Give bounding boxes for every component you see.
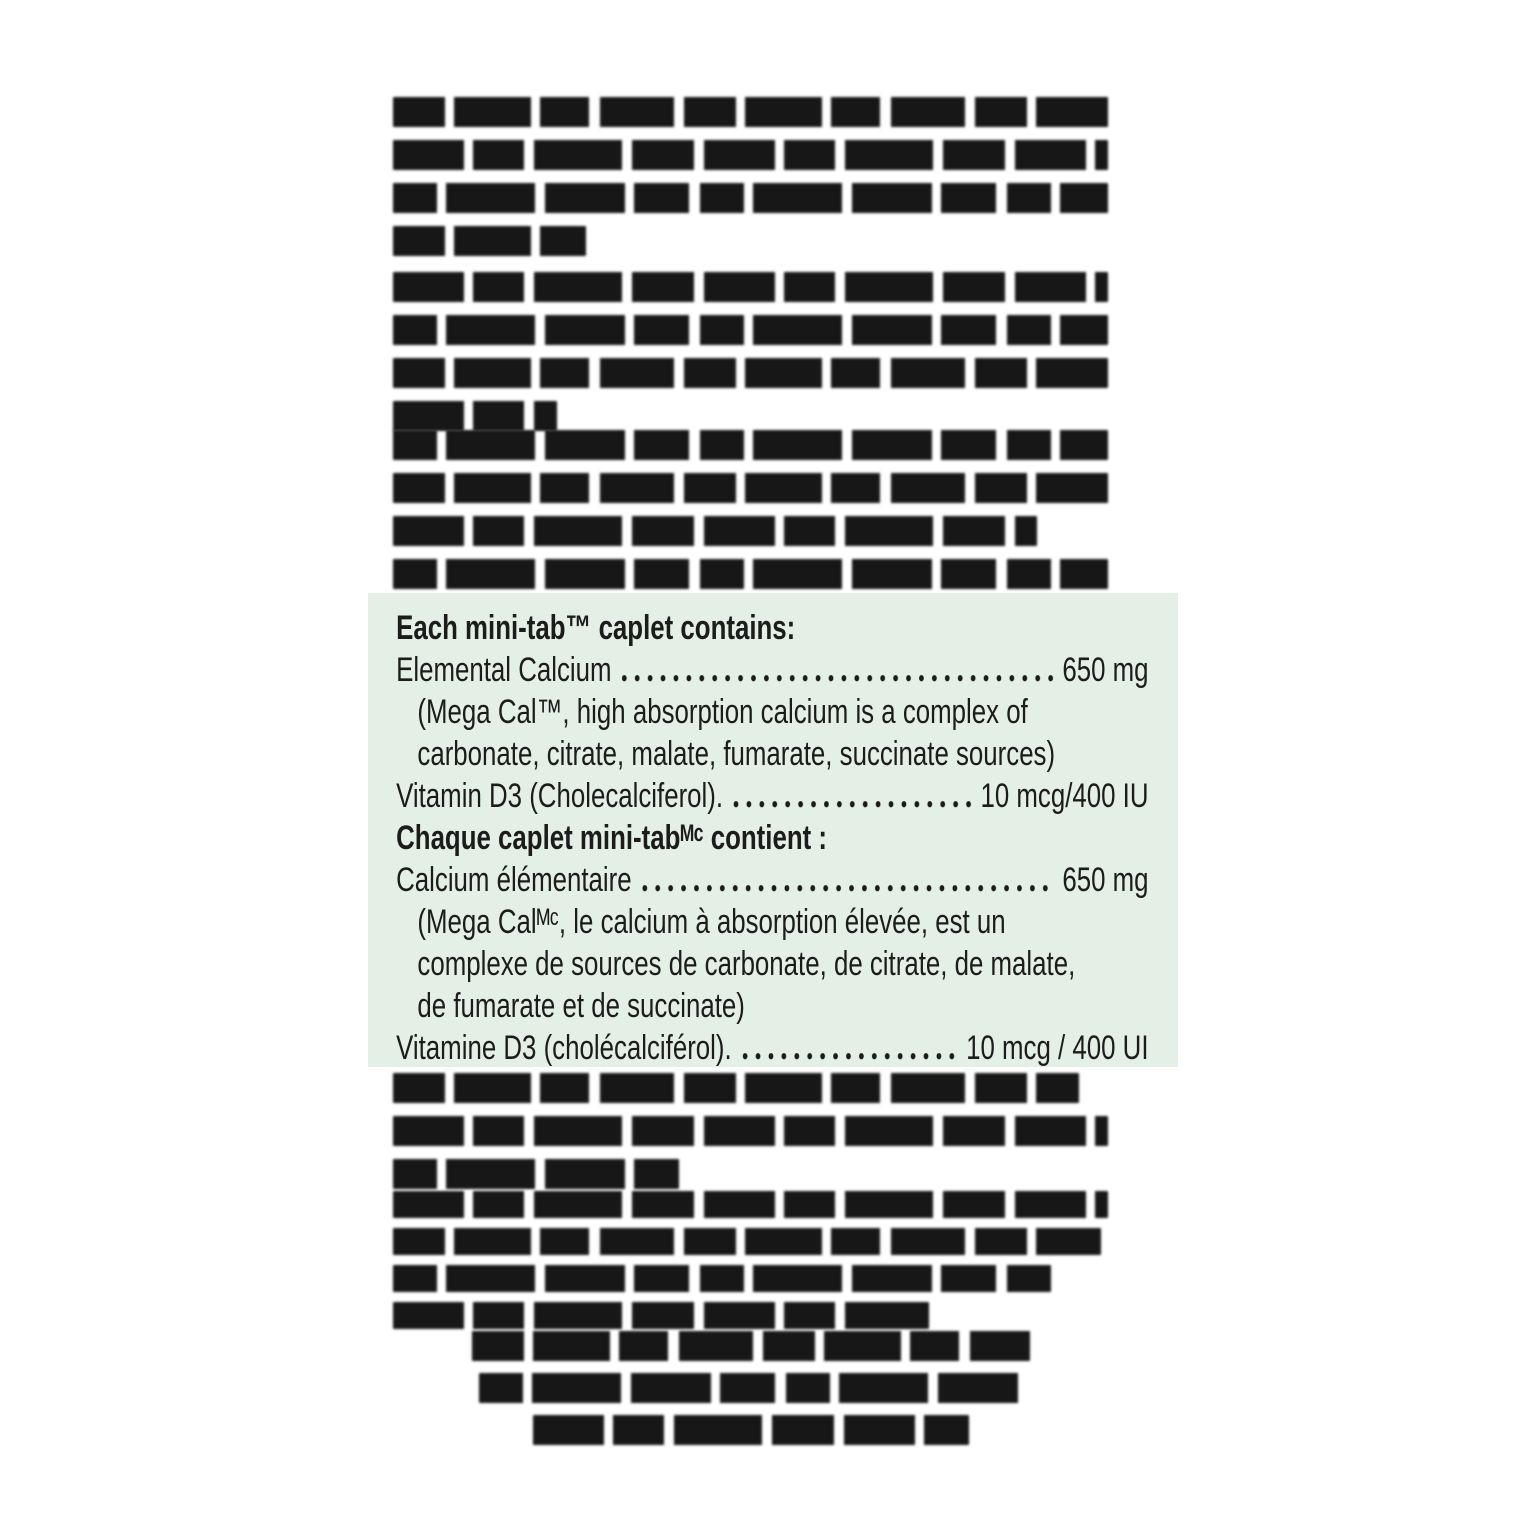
ingredient-row-calcium-fr: [396, 859, 1148, 901]
blurred-paragraph-4: [393, 1073, 1108, 1189]
blurred-text-line: [393, 401, 557, 431]
blurred-text-line: [393, 272, 1108, 302]
ingredient-name: Vitamin D3 (Cholecalciferol).: [396, 777, 724, 815]
blurred-text-line: [393, 183, 1108, 213]
blurred-text-line: [472, 1331, 1030, 1361]
blurred-text-line: [393, 559, 1108, 589]
blurred-text-line: [393, 516, 1037, 546]
dot-leader: [742, 1053, 957, 1060]
supplement-facts-panel: [368, 593, 1178, 1067]
ingredient-amount: 10 mcg/400 IU: [980, 777, 1149, 815]
blurred-text-line: [393, 1073, 1079, 1103]
ingredient-row-elemental-calcium: [396, 649, 1148, 691]
blurred-text-line: [393, 97, 1108, 127]
ingredient-note-fr-line-2: complexe de sources de carbonate, de citrate, de malate,: [417, 945, 1076, 983]
ingredient-note-en-line-1: (Mega Cal™, high absorption calcium is a complex of: [417, 693, 1028, 731]
ingredient-row-vitamin-d3-fr: [396, 1027, 1148, 1067]
ingredient-note-fr-line-1: (Mega Calᴹᶜ, le calcium à absorption élevée, est un: [417, 903, 1006, 941]
facts-title-en: Each mini-tab™ caplet contains:: [396, 609, 796, 647]
blurred-text-line: [393, 140, 1108, 170]
ingredient-amount: 10 mcg / 400 UI: [966, 1029, 1149, 1067]
supplement-facts-content: [368, 593, 1178, 1067]
ingredient-amount: 650 mg: [1062, 651, 1149, 689]
blurred-paragraph-1: [393, 97, 1108, 256]
blurred-text-line: [393, 473, 1108, 503]
blurred-paragraph-5: [393, 1191, 1108, 1339]
dot-leader: [622, 675, 1053, 682]
blurred-text-line: [393, 1116, 1108, 1146]
blurred-text-line: [393, 1191, 1108, 1218]
blurred-paragraph-3: [393, 430, 1108, 589]
ingredient-row-vitamin-d3-en: [396, 775, 1148, 817]
dot-leader: [734, 801, 972, 808]
blurred-text-line: [393, 226, 586, 256]
blurred-text-line: [393, 358, 1108, 388]
ingredient-note-fr-line-3: de fumarate et de succinate): [417, 987, 745, 1025]
blurred-text-line: [393, 1302, 929, 1329]
ingredient-name: Vitamine D3 (cholécalciférol).: [396, 1029, 732, 1067]
blurred-text-line: [393, 315, 1108, 345]
blurred-text-line: [393, 1265, 1051, 1292]
facts-title-fr: Chaque caplet mini-tabᴹᶜ contient :: [396, 819, 828, 857]
blurred-text-line: [479, 1373, 1022, 1403]
blurred-text-line: [393, 1159, 679, 1189]
blurred-paragraph-2: [393, 272, 1108, 431]
blurred-text-line: [393, 430, 1108, 460]
ingredient-name: Calcium élémentaire: [396, 861, 632, 899]
blurred-text-line: [393, 1228, 1101, 1255]
ingredient-amount: 650 mg: [1062, 861, 1149, 899]
dot-leader: [642, 885, 1053, 892]
ingredient-note-en-line-2: carbonate, citrate, malate, fumarate, succinate sources): [417, 735, 1056, 773]
blurred-footer-block: [393, 1331, 1108, 1457]
ingredient-name: Elemental Calcium: [396, 651, 612, 689]
blurred-text-line: [533, 1415, 969, 1445]
